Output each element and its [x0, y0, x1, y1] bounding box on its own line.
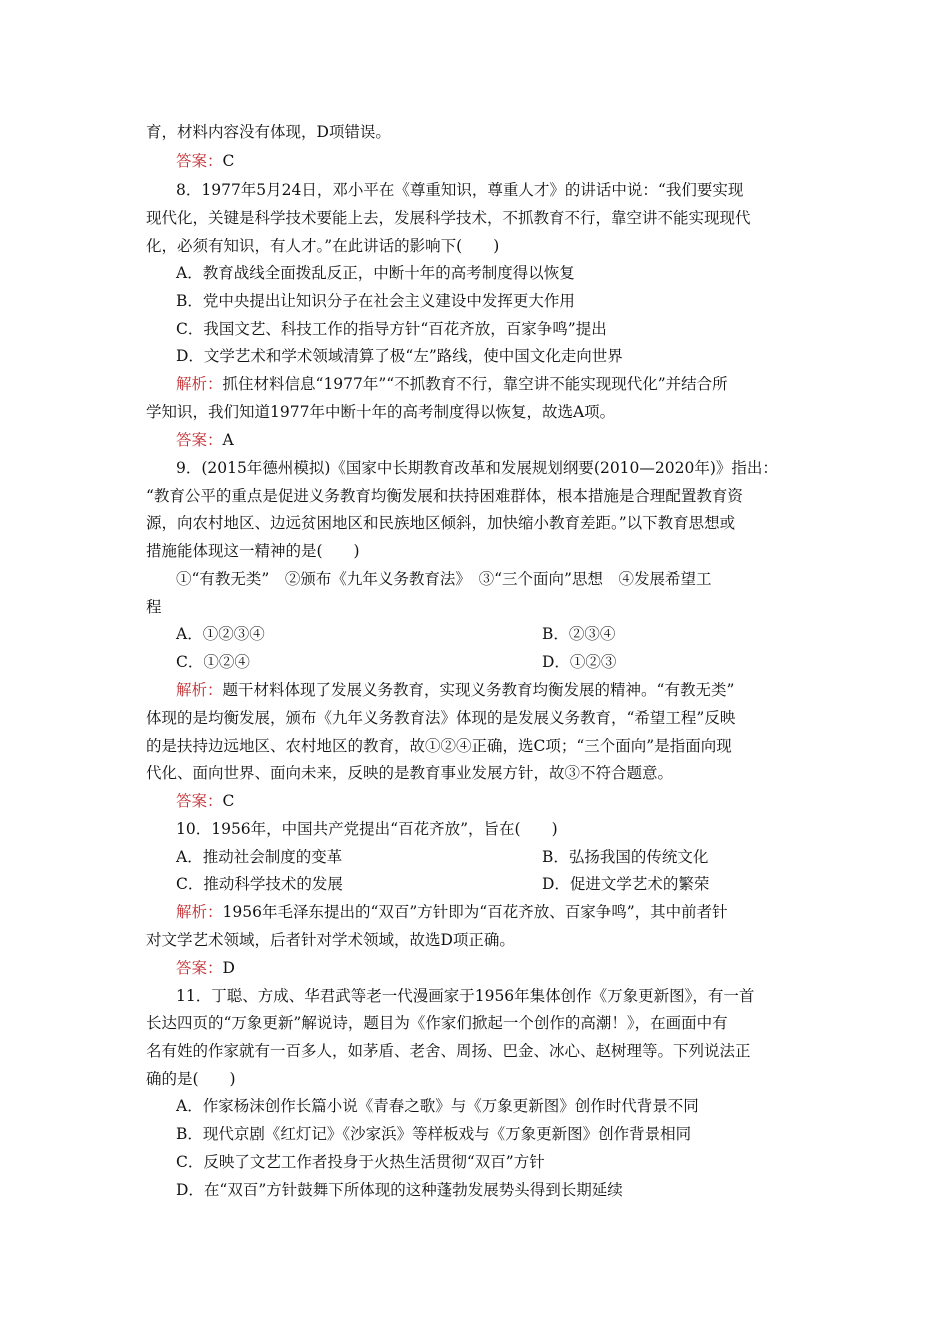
question-11-option-a: A．作家杨沫创作长篇小说《青春之歌》与《万象更新图》创作时代背景不同: [176, 1097, 699, 1115]
question-11-option-d: D．在“双百”方针鼓舞下所体现的这种蓬勃发展势头得到长期延续: [176, 1181, 623, 1199]
question-8-option-d: D．文学艺术和学术领域清算了极“左”路线，使中国文化走向世界: [176, 347, 623, 365]
question-11-stem: 长达四页的“万象更新”解说诗，题目为《作家们掀起一个创作的高潮！》，在画面中有: [146, 1014, 728, 1032]
explanation-label: 解析：: [176, 903, 223, 921]
question-9-stem: 措施能体现这一精神的是( ): [146, 542, 360, 560]
question-10-option-b: B．弘扬我国的传统文化: [542, 848, 709, 866]
text-line: 育，材料内容没有体现，D项错误。: [146, 123, 391, 141]
question-9-options-ab: [176, 624, 816, 644]
explanation-text: 1956年毛泽东提出的“双百”方针即为“百花齐放、百家争鸣”，其中前者针: [222, 903, 728, 921]
answer-9: [176, 791, 816, 811]
explanation-10: 对文学艺术领域，后者针对学术领域，故选D项正确。: [146, 931, 515, 949]
question-8-option-c: C．我国文艺、科技工作的指导方针“百花齐放，百家争鸣”提出: [176, 320, 607, 338]
question-9-option-c: C．①②④: [176, 653, 250, 671]
question-8-stem: 现代化，关键是科学技术要能上去，发展科学技术，不抓教育不行，靠空讲不能实现现代: [146, 209, 751, 227]
question-10-option-c: C．推动科学技术的发展: [176, 875, 343, 893]
question-9-option-b: B．②③④: [542, 625, 616, 643]
question-11-option-b: B．现代京剧《红灯记》《沙家浜》等样板戏与《万象更新图》创作背景相同: [176, 1125, 692, 1143]
question-11-option-c: C．反映了文艺工作者投身于火热生活贯彻“双百”方针: [176, 1153, 545, 1171]
explanation-9: 代化、面向世界、面向未来，反映的是教育事业发展方针，故③不符合题意。: [146, 764, 674, 782]
explanation-8: 学知识，我们知道1977年中断十年的高考制度得以恢复，故选A项。: [146, 403, 616, 421]
answer-label: 答案：: [176, 792, 223, 810]
answer-label: 答案：: [176, 959, 223, 977]
answer-8: [176, 430, 816, 450]
explanation-8: [176, 374, 816, 394]
answer-7: [176, 151, 816, 171]
answer-value: D: [222, 959, 235, 977]
question-11-stem: 11．丁聪、方成、华君武等老一代漫画家于1956年集体创作《万象更新图》，有一首: [176, 987, 755, 1005]
question-10-options-ab: [176, 847, 816, 867]
answer-value: A: [222, 431, 234, 449]
explanation-label: 解析：: [176, 375, 223, 393]
question-8-stem: 化，必须有知识，有人才。”在此讲话的影响下( ): [146, 237, 500, 255]
explanation-label: 解析：: [176, 681, 223, 699]
question-9-items: ①“有教无类” ②颁布《九年义务教育法》 ③“三个面向”思想 ④发展希望工: [176, 570, 712, 588]
question-8-option-b: B．党中央提出让知识分子在社会主义建设中发挥更大作用: [176, 292, 575, 310]
question-10-stem: 10．1956年，中国共产党提出“百花齐放”，旨在( ): [176, 820, 558, 838]
question-10-option-d: D．促进文学艺术的繁荣: [542, 875, 710, 893]
answer-label: 答案：: [176, 431, 223, 449]
explanation-text: 抓住材料信息“1977年”“不抓教育不行，靠空讲不能实现现代化”并结合所: [222, 375, 728, 393]
explanation-9: [176, 680, 816, 700]
explanation-10: [176, 902, 816, 922]
question-11-stem: 确的是( ): [146, 1070, 236, 1088]
question-11-stem: 名有姓的作家就有一百多人，如茅盾、老舍、周扬、巴金、冰心、赵树理等。下列说法正: [146, 1042, 751, 1060]
question-8-option-a: A．教育战线全面拨乱反正，中断十年的高考制度得以恢复: [176, 264, 575, 282]
question-9-items: 程: [146, 598, 162, 616]
question-10-options-cd: [176, 874, 816, 894]
answer-label: 答案：: [176, 152, 223, 170]
question-9-option-d: D．①②③: [542, 653, 617, 671]
question-9-option-a: A．①②③④: [176, 625, 265, 643]
question-9-stem: 9．(2015年德州模拟)《国家中长期教育改革和发展规划纲要(2010—2020年)》指出：: [176, 459, 778, 477]
explanation-text: 题干材料体现了发展义务教育，实现义务教育均衡发展的精神。“有教无类”: [222, 681, 735, 699]
answer-value: C: [222, 152, 235, 170]
answer-value: C: [222, 792, 235, 810]
question-8-stem: 8．1977年5月24日，邓小平在《尊重知识，尊重人才》的讲话中说：“我们要实现: [176, 181, 744, 199]
answer-10: [176, 958, 816, 978]
question-10-option-a: A．推动社会制度的变革: [176, 848, 343, 866]
question-9-stem: 源，向农村地区、边远贫困地区和民族地区倾斜，加快缩小教育差距。”以下教育思想或: [146, 514, 736, 532]
explanation-9: 的是扶持边远地区、农村地区的教育，故①②④正确，选C项；“三个面向”是指面向现: [146, 737, 732, 755]
question-9-options-cd: [176, 652, 816, 672]
explanation-9: 体现的是均衡发展，颁布《九年义务教育法》体现的是发展义务教育，“希望工程”反映: [146, 709, 736, 727]
question-9-stem: “教育公平的重点是促进义务教育均衡发展和扶持困难群体，根本措施是合理配置教育资: [146, 487, 743, 505]
